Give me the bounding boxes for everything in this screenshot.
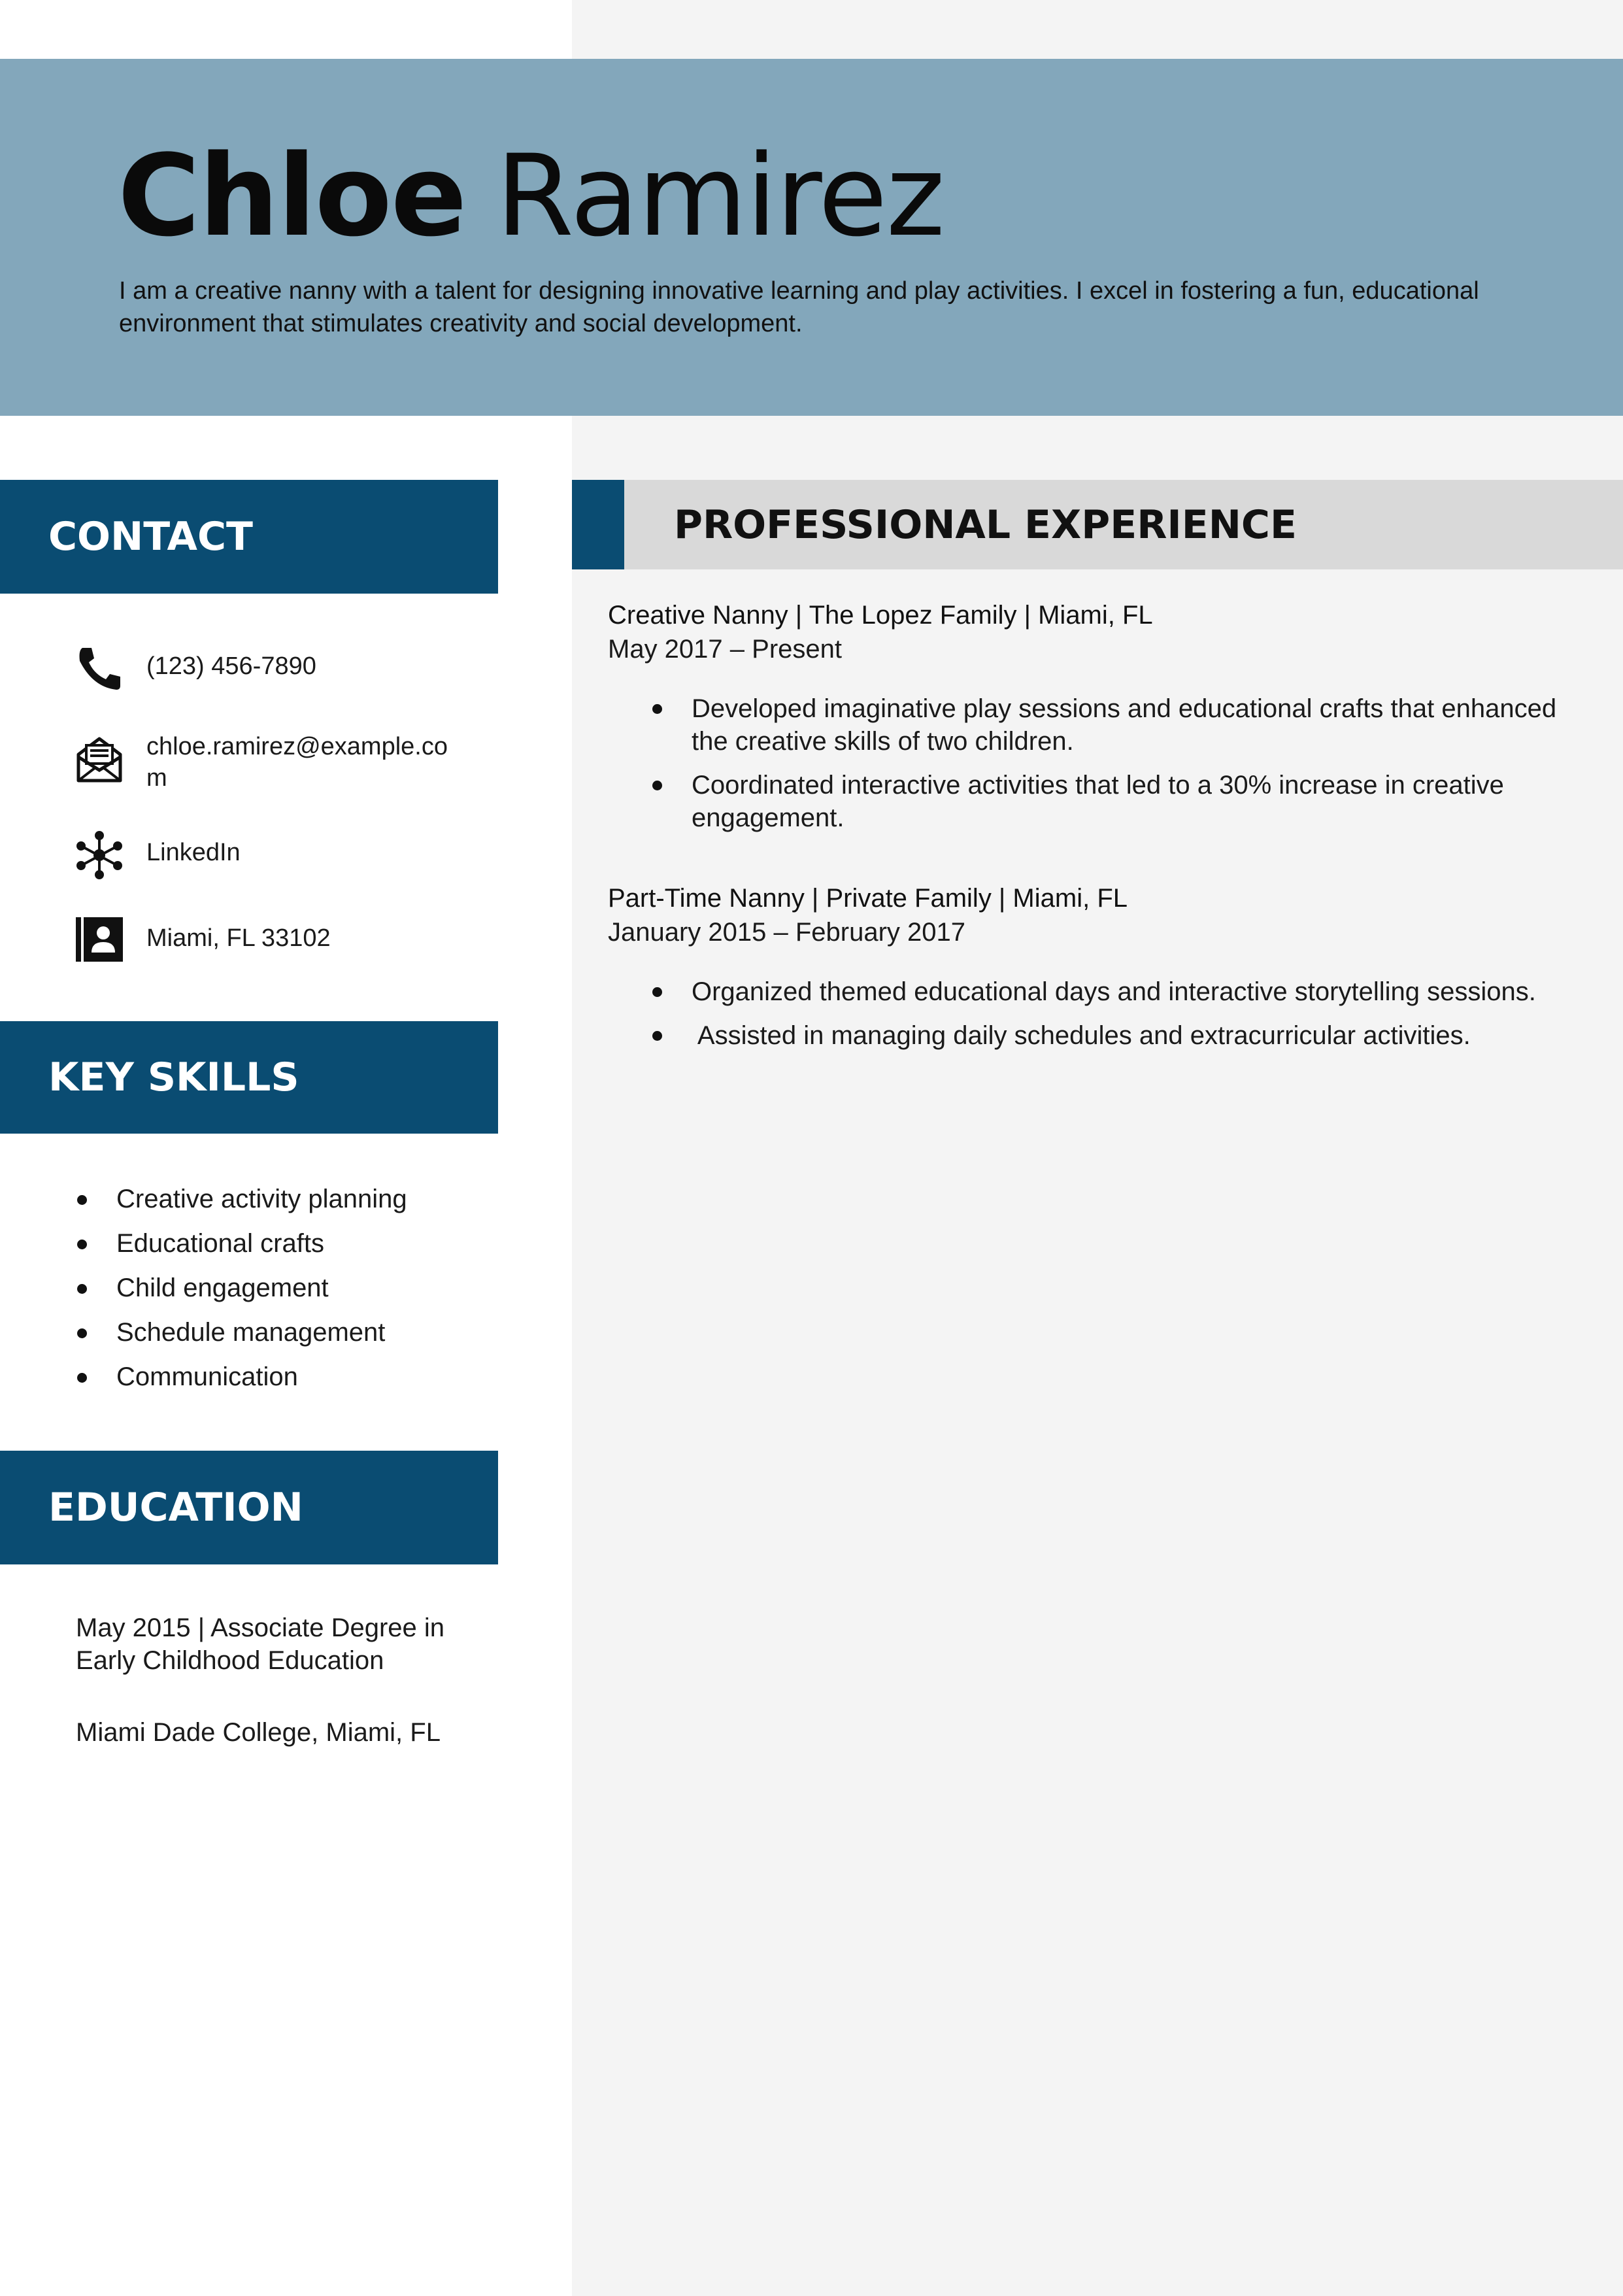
list-item: Organized themed educational days and interactive storytelling sessions.	[608, 975, 1588, 1008]
list-item: Assisted in managing daily schedules and extracurricular activities.	[608, 1019, 1588, 1052]
education-degree: May 2015 | Associate Degree in Early Childhood Education	[76, 1613, 445, 1675]
list-item: Educational crafts	[73, 1221, 407, 1266]
list-item: Communication	[73, 1355, 407, 1399]
job-dates: May 2017 – Present	[608, 635, 842, 664]
job-entry	[608, 598, 1588, 845]
email-text[interactable]: chloe.ramirez@example.com	[146, 733, 448, 792]
last-name: Ramirez	[495, 130, 944, 262]
skills-heading: KEY SKILLS	[0, 1021, 498, 1134]
candidate-name	[118, 127, 944, 265]
contact-email	[73, 731, 460, 794]
job-bullets	[608, 692, 1588, 834]
job-entry	[608, 881, 1588, 1063]
profile-summary: I am a creative nanny with a talent for designing innovative learning and play activities. I excel in fostering a fun, educational environment that stimulates creativity and social development.	[119, 277, 1479, 337]
education-school: Miami Dade College, Miami, FL	[76, 1718, 441, 1747]
contact-location	[73, 913, 460, 966]
location-text: Miami, FL 33102	[146, 924, 331, 952]
job-dates: January 2015 – February 2017	[608, 918, 966, 947]
job-title: Creative Nanny | The Lopez Family | Miami, FL	[608, 601, 1153, 630]
list-item: Child engagement	[73, 1266, 407, 1310]
phone-text: (123) 456-7890	[146, 652, 316, 680]
experience-heading-bar	[572, 480, 1623, 569]
contact-phone	[73, 643, 460, 695]
envelope-icon	[73, 731, 125, 783]
linkedin-text[interactable]: LinkedIn	[146, 839, 241, 866]
network-icon	[73, 829, 125, 881]
list-item: Creative activity planning	[73, 1177, 407, 1221]
list-item: Schedule management	[73, 1310, 407, 1355]
experience-heading: PROFESSIONAL EXPERIENCE	[674, 501, 1297, 548]
contact-linkedin	[73, 829, 460, 881]
contact-card-icon	[73, 913, 125, 966]
contact-heading: CONTACT	[0, 480, 498, 594]
list-item: Developed imaginative play sessions and educational crafts that enhanced the creative skills of two children.	[608, 692, 1588, 758]
first-name: Chloe	[118, 130, 466, 262]
phone-icon	[73, 643, 125, 695]
heading-accent	[572, 480, 624, 569]
education-heading: EDUCATION	[0, 1451, 498, 1564]
job-bullets	[608, 975, 1588, 1052]
list-item: Coordinated interactive activities that led to a 30% increase in creative engagement.	[608, 769, 1588, 834]
job-title: Part-Time Nanny | Private Family | Miami, FL	[608, 884, 1128, 913]
skills-list	[73, 1177, 407, 1399]
